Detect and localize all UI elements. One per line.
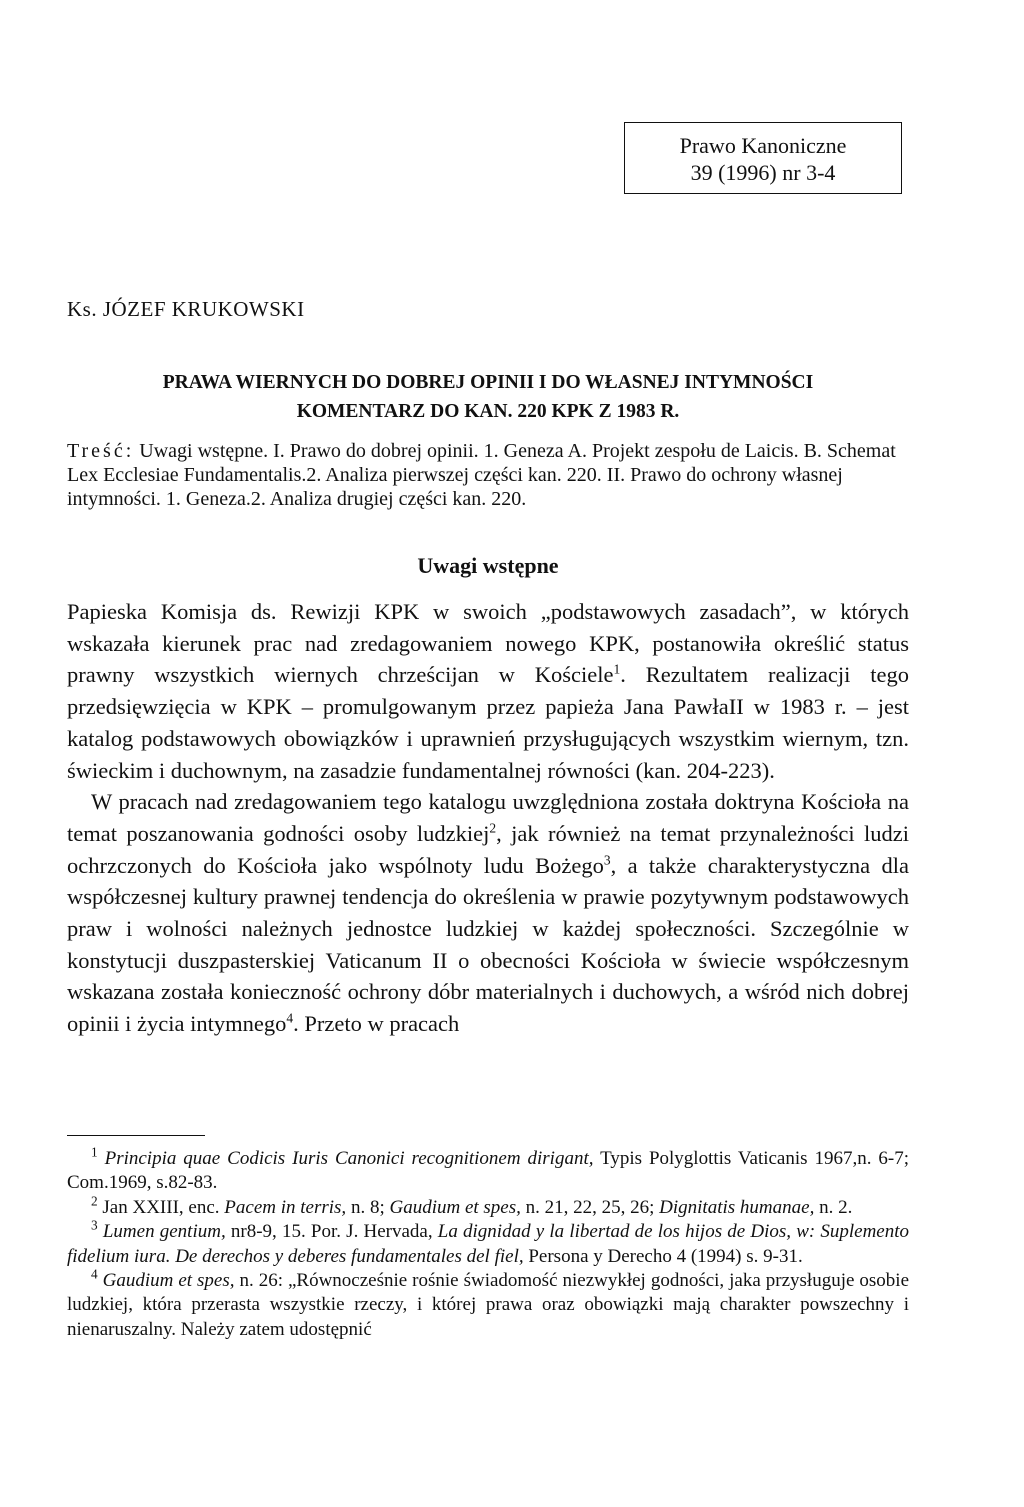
footnote-ref-2: 2 [489, 820, 497, 836]
footnote-3: $^3$ Lumen gentium, nr8-9, 15. Por. J. Hervada, La dignidad y la libertad de los hijos de Dios, w: Suplemento fidelium iura. De derechos y deberes fundamentales del fiel, Persona y Derecho 4 (1994) s. 9-31. [67, 1217, 910, 1267]
footnotes [67, 1144, 910, 1342]
footnote-ref-4: 4 [286, 1010, 294, 1026]
footnote-divider [67, 1135, 205, 1136]
footnote-ref-1: 1 [613, 661, 621, 677]
title-line-2: KOMENTARZ DO KAN. 220 KPK Z 1983 R. [296, 401, 680, 422]
author-prefix: Ks. [67, 297, 98, 321]
footnote-1: $^1$ Principia quae Codicis Iuris Canonici recognitionem dirigant, Typis Polyglottis Vaticanis 1967,n. 6-7; Com.1969, s.82-83. [67, 1144, 910, 1194]
footnote-2: $^2$ Jan XXIII, enc. Pacem in terris, n. 8; Gaudium et spes, n. 21, 22, 25, 26; Dignitatis humanae, n. 2. [91, 1193, 853, 1218]
paragraph-2: W pracach nad zredagowaniem tego katalogu uwzględniona została doktryna Kościoła na temat poszanowania godności osoby ludzkiej$^2$, jak również na temat przynależności ludzi ochrzczonych do Kościoła jako wspólnoty ludu Bożego$^3$, a także charakterystyczna dla współczesnej kultury prawnej tendencja do określenia w prawie pozytywnym podstawowych praw i wolności należnych jednostce ludzkiej w każdej społeczności. Szczególnie w konstytucji duszpasterskiej Vaticanum II o obecności Kościoła w świecie współczesnym wskazana została konieczność ochrony dóbr materialnych i duchowych, a wśród nich dobrej opinii i życia intymnego$^4$. Przeto w pracach [67, 789, 909, 1037]
journal-issue: 39 (1996) nr 3-4 [690, 160, 836, 185]
section-heading: Uwagi wstępne [417, 553, 559, 578]
contents-label: Treść: [67, 440, 135, 462]
author-name: JÓZEF KRUKOWSKI [102, 297, 305, 321]
title-line-1: PRAWA WIERNYCH DO DOBREJ OPINII I DO WŁASNEJ INTYMNOŚCI [162, 372, 814, 393]
author-line [67, 297, 305, 322]
footnote-ref-3: 3 [603, 852, 611, 868]
footnote-4: $^4$ Gaudium et spes, n. 26: „Równocześnie rośnie świadomość niezwykłej godności, jaka przysługuje osobie ludzkiej, która przerasta wszystkie rzeczy, i której prawa oraz obowiązki mają charakter powszechny i nienaruszalny. Należy zatem udostępnić [67, 1266, 909, 1340]
paragraph-1: Papieska Komisja ds. Rewizji KPK w swoich „podstawowych zasadach”, w których wskazała kierunek prac nad zredagowaniem nowego KPK, postanowiła określić status prawny wszystkich wiernych chrześcijan w Kościele$^1$. Rezultatem realizacji tego przedsięwzięcia w KPK – promulgowanym przez papieża Jana PawłaII w 1983 r. – jest katalog podstawowych obowiązków i uprawnień przysługujących wszystkim wiernym, tzn. świeckim i duchownym, na zasadzie fundamentalnej równości (kan. 204-223). [67, 599, 909, 783]
table-of-contents [67, 439, 909, 511]
journal-name: Prawo Kanoniczne [679, 133, 847, 158]
contents-text: Uwagi wstępne. I. Prawo do dobrej opinii. 1. Geneza A. Projekt zespołu de Laicis. B. Schemat Lex Ecclesiae Fundamentalis.2. Analiza pierwszej części kan. 220. II. Prawo do ochrony własnej intymności. 1. Geneza.2. Analiza drugiej części kan. 220. [67, 440, 896, 510]
body-text [67, 596, 909, 1040]
article-title [67, 368, 909, 426]
journal-citation-box [624, 122, 902, 194]
